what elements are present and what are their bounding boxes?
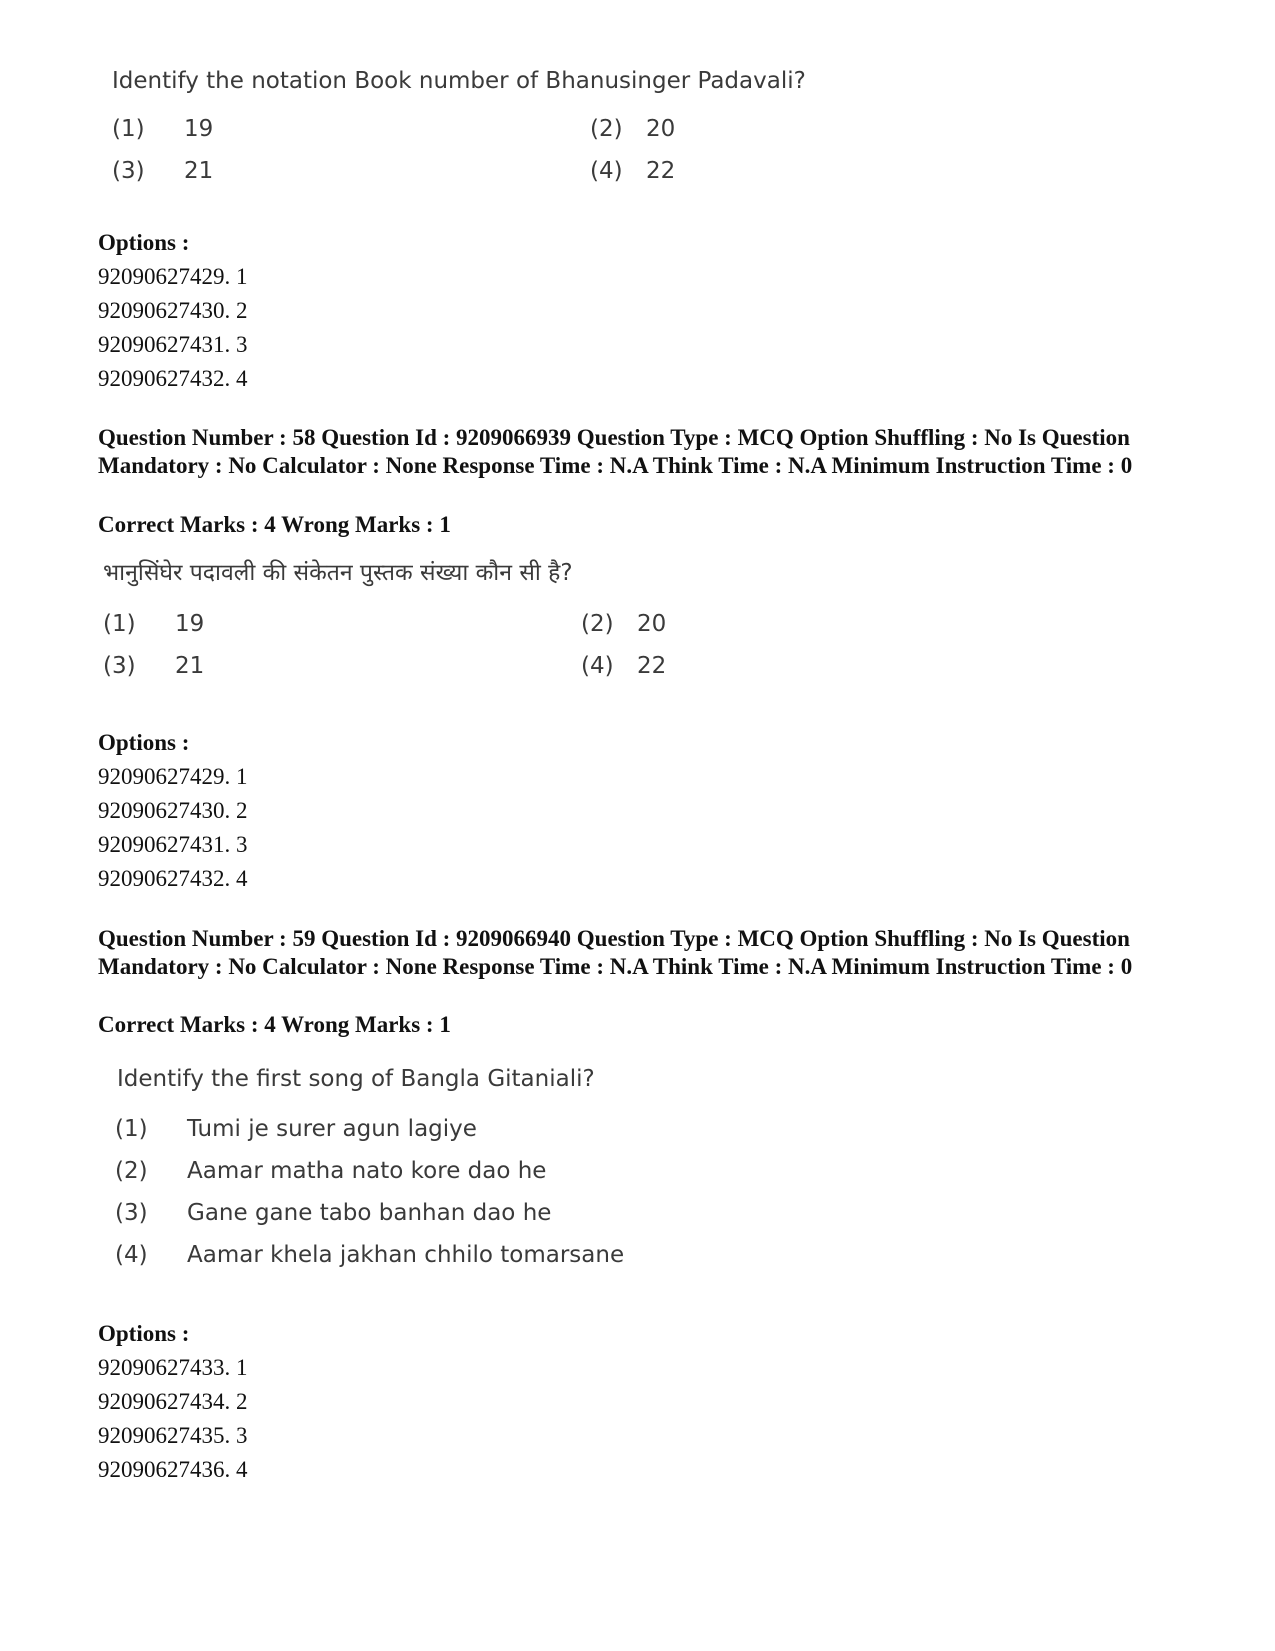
option-id: 92090627435. 3 [98,1423,248,1448]
choice-text: 22 [637,653,667,679]
choice-1 [115,1116,477,1142]
question-58-text: भानुसिंघेर पदावली की संकेतन पुस्तक संख्या कौन सी है? [103,560,573,586]
question-59-text: Identify the first song of Bangla Gitaniali? [117,1066,595,1092]
choice-number: (1) [115,1116,148,1142]
question-58-marks: Correct Marks : 4 Wrong Marks : 1 [98,512,451,537]
option-id: 92090627430. 2 [98,298,248,323]
choice-3 [112,158,213,184]
choice-text: 19 [175,611,205,637]
choice-number: (3) [115,1200,148,1226]
question-57-choices [112,116,872,206]
choice-text: 19 [184,116,214,142]
choice-2 [115,1158,546,1184]
option-id: 92090627432. 4 [98,366,248,391]
option-id: 92090627430. 2 [98,798,248,823]
choice-text: Gane gane tabo banhan dao he [187,1200,552,1226]
options-label: Options : [98,1321,190,1346]
choice-1 [112,116,213,142]
choice-text: 21 [184,158,214,184]
choice-text: Tumi je surer agun lagiye [187,1116,477,1142]
choice-number: (1) [112,116,145,142]
options-label: Options : [98,230,190,255]
question-59-choices [117,1116,817,1286]
option-id: 92090627431. 3 [98,332,248,357]
choice-number: (3) [112,158,145,184]
question-58-choices [103,611,863,701]
options-label: Options : [98,730,190,755]
option-id: 92090627433. 1 [98,1355,248,1380]
question-58-meta: Question Number : 58 Question Id : 9209066939 Question Type : MCQ Option Shuffling : No Is Question Mandatory : No Calculator : None Response Time : N.A Think Time : N.A Minimum Instruction Time : 0 [98,425,1133,478]
choice-number: (2) [581,611,614,637]
choice-number: (1) [103,611,136,637]
option-id: 92090627429. 1 [98,764,248,789]
choice-text: Aamar khela jakhan chhilo tomarsane [187,1242,625,1268]
question-59-options [98,1317,248,1487]
option-id: 92090627436. 4 [98,1457,248,1482]
question-57-text: Identify the notation Book number of Bhanusinger Padavali? [112,68,806,94]
choice-2 [590,116,675,142]
choice-number: (3) [103,653,136,679]
choice-text: 20 [646,116,676,142]
option-id: 92090627429. 1 [98,264,248,289]
choice-number: (4) [115,1242,148,1268]
choice-number: (4) [581,653,614,679]
choice-1 [103,611,204,637]
choice-number: (2) [115,1158,148,1184]
question-57-image [112,68,872,203]
choice-number: (4) [590,158,623,184]
choice-4 [115,1242,624,1268]
choice-4 [590,158,675,184]
choice-text: 22 [646,158,676,184]
question-59-marks: Correct Marks : 4 Wrong Marks : 1 [98,1012,451,1037]
question-58-image [103,555,863,690]
choice-text: 20 [637,611,667,637]
option-id: 92090627432. 4 [98,866,248,891]
choice-4 [581,653,666,679]
question-58-options [98,726,248,896]
choice-text: 21 [175,653,205,679]
option-id: 92090627431. 3 [98,832,248,857]
question-59-image [117,1066,817,1276]
option-id: 92090627434. 2 [98,1389,248,1414]
choice-text: Aamar matha nato kore dao he [187,1158,547,1184]
choice-3 [115,1200,551,1226]
choice-number: (2) [590,116,623,142]
choice-2 [581,611,666,637]
choice-3 [103,653,204,679]
question-57-options [98,226,248,396]
question-59-meta: Question Number : 59 Question Id : 9209066940 Question Type : MCQ Option Shuffling : No Is Question Mandatory : No Calculator : None Response Time : N.A Think Time : N.A Minimum Instruction Time : 0 [98,926,1133,979]
